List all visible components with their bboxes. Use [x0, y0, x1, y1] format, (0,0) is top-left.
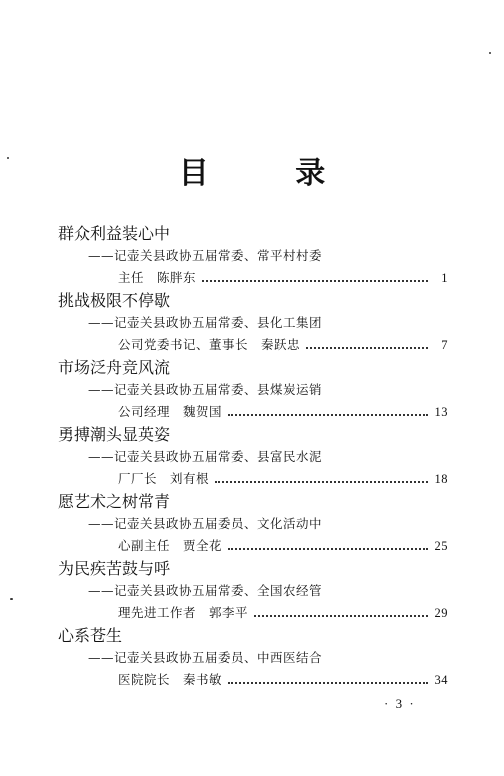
entry-title: 心系苍生 [58, 626, 123, 645]
entry-title: 群众利益装心中 [58, 224, 171, 243]
entry-page-number: 13 [434, 405, 448, 419]
entry-subtitle: ——记壶关县政协五届委员、文化活动中 [88, 516, 323, 531]
entry-subtitle: ——记壶关县政协五届常委、县化工集团 [88, 315, 323, 330]
entry-page-number: 34 [434, 673, 448, 687]
dot-leader [228, 681, 428, 684]
toc-entry [58, 490, 448, 557]
entry-title: 挑战极限不停歇 [58, 291, 171, 310]
dot-leader [228, 547, 428, 550]
entry-title: 勇搏潮头显英姿 [58, 425, 171, 444]
entry-subtitle-tail: 心副主任 贾全花 [118, 538, 223, 553]
entry-subtitle-cont [58, 602, 448, 624]
entry-subtitle-tail: 公司党委书记、董事长 秦跃忠 [118, 337, 301, 352]
entry-subtitle: ——记壶关县政协五届常委、县煤炭运销 [88, 382, 323, 397]
toc-entry [58, 624, 448, 691]
entry-subtitle-cont [58, 267, 448, 289]
entry-page-number: 7 [441, 338, 448, 352]
entry-page-number: 29 [434, 606, 448, 620]
entry-subtitle: ——记壶关县政协五届常委、常平村村委 [88, 248, 323, 263]
entry-subtitle-tail: 医院院长 秦书敏 [118, 672, 223, 687]
toc-entry [58, 222, 448, 289]
table-of-contents [58, 222, 448, 691]
entry-subtitle-tail: 主任 陈胖东 [118, 270, 197, 285]
dot-leader [202, 279, 428, 282]
entry-subtitle: ——记壶关县政协五届委员、中西医结合 [88, 650, 323, 665]
entry-page-number: 25 [434, 539, 448, 553]
entry-subtitle: ——记壶关县政协五届常委、县富民水泥 [88, 449, 323, 464]
dot-leader [254, 614, 428, 617]
toc-entry [58, 423, 448, 490]
entry-subtitle-tail: 理先进工作者 郭李平 [118, 605, 249, 620]
entry-subtitle-cont [58, 669, 448, 691]
entry-title: 为民疾苦鼓与呼 [58, 559, 171, 578]
entry-subtitle-tail: 公司经理 魏贺国 [118, 404, 223, 419]
entry-title: 愿艺术之树常青 [58, 492, 171, 511]
scan-speck [7, 157, 9, 159]
entry-page-number: 1 [441, 271, 448, 285]
footer-page-number: · 3 · [384, 696, 416, 711]
toc-entry [58, 557, 448, 624]
entry-subtitle-tail: 厂厂长 刘有根 [118, 471, 210, 486]
dot-leader [215, 480, 428, 483]
entry-subtitle-cont [58, 468, 448, 490]
toc-entry [58, 289, 448, 356]
dot-leader [228, 413, 428, 416]
entry-page-number: 18 [434, 472, 448, 486]
scan-speck [489, 52, 491, 54]
entry-subtitle-cont [58, 334, 448, 356]
entry-title: 市场泛舟竞风流 [58, 358, 171, 377]
entry-subtitle-cont [58, 535, 448, 557]
dot-leader [306, 346, 428, 349]
page-title: 目 录 [178, 156, 364, 191]
toc-entry [58, 356, 448, 423]
entry-subtitle: ——记壶关县政协五届常委、全国农经管 [88, 583, 323, 598]
entry-subtitle-cont [58, 401, 448, 423]
scan-speck [10, 598, 13, 600]
